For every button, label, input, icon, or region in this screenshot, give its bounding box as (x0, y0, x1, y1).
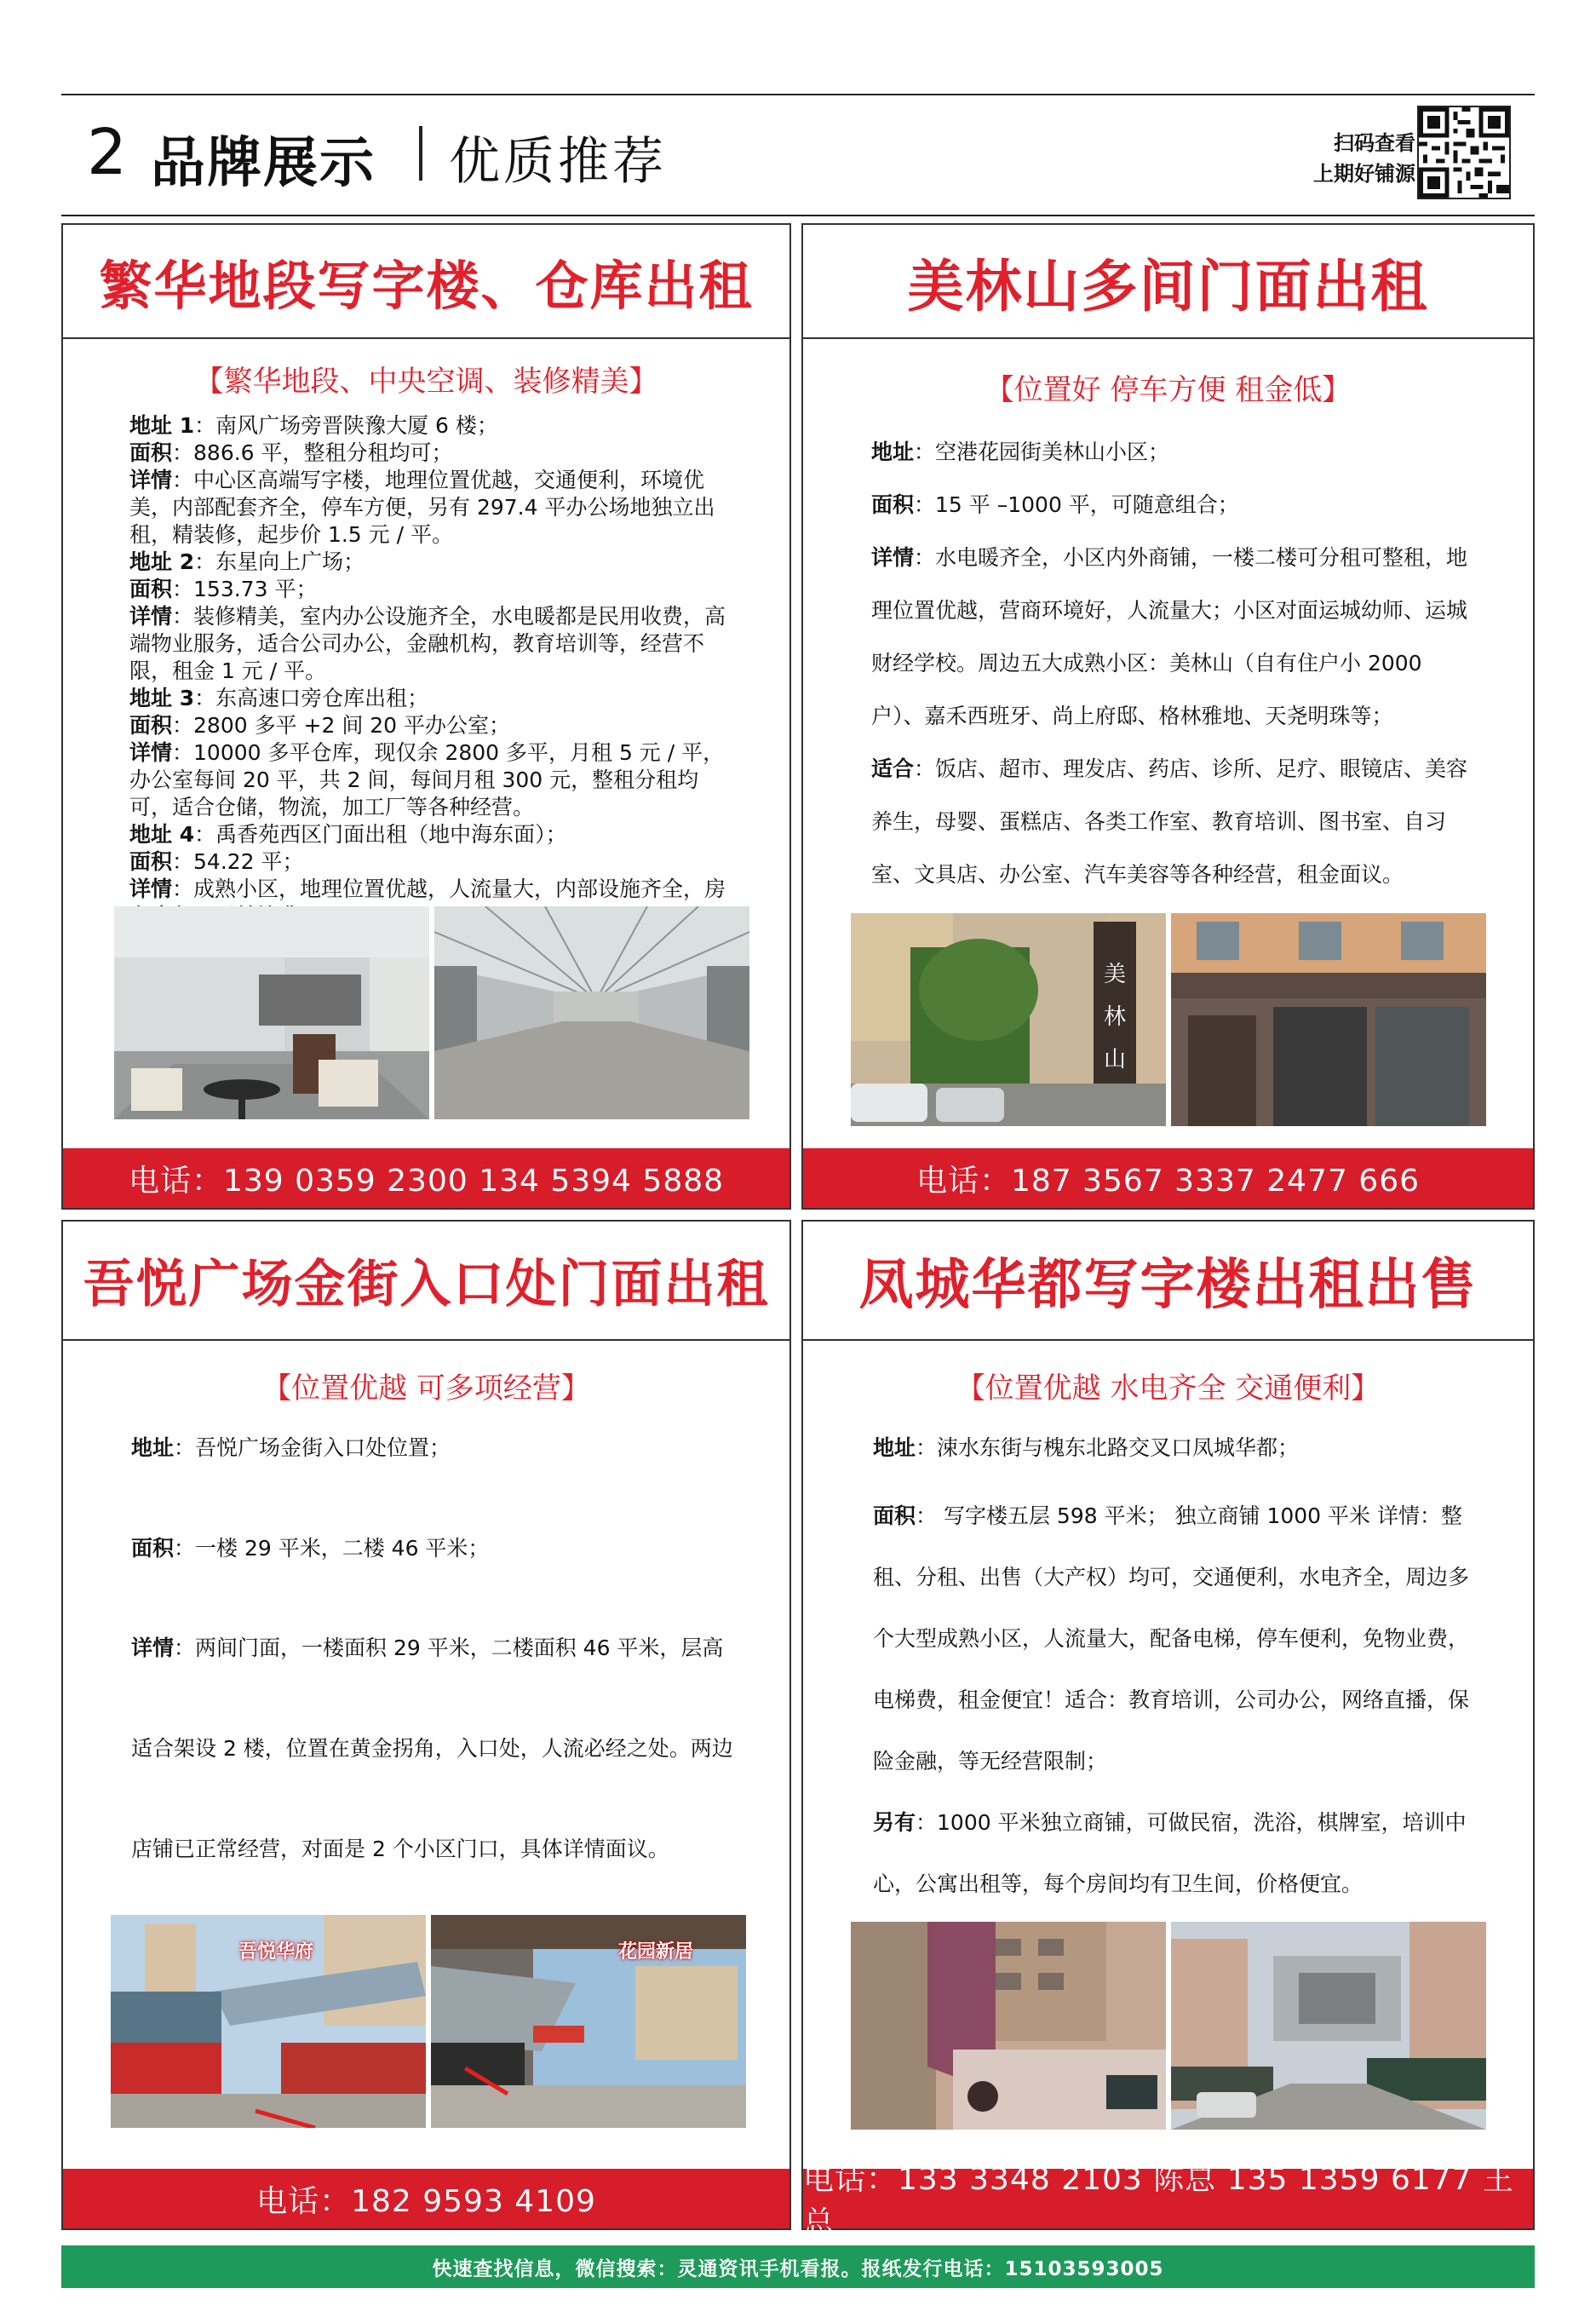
detail-text: ：东星向上广场； (194, 549, 365, 574)
photo-strip (111, 1915, 746, 2128)
meilinshan-gate-photo (851, 913, 1166, 1126)
detail-row (871, 743, 1482, 901)
panel-title-box (63, 1222, 789, 1341)
sign-char-3: 山 (1103, 1047, 1127, 1072)
detail-row (129, 603, 737, 685)
detail-text: ：南风广场旁晋陕豫大厦 6 楼； (194, 413, 498, 438)
detail-row (129, 549, 737, 576)
detail-label: 详情 (871, 545, 915, 570)
phone-bar[interactable]: 电话：133 3348 2103 陈总 135 1359 6177 王总 (803, 2169, 1533, 2228)
detail-text: ：禹香苑西区门面出租（地中海东面）； (194, 822, 567, 847)
detail-row (873, 1486, 1480, 1792)
detail-label: 地址 (131, 1435, 175, 1460)
detail-row (871, 426, 1482, 479)
detail-row (129, 821, 737, 848)
photo-label: 花园新居 (618, 1941, 694, 1963)
detail-label: 地址 1 (129, 413, 195, 438)
detail-row (129, 467, 737, 549)
panel-title-box (63, 225, 789, 339)
panel-details (873, 1431, 1480, 1915)
detail-row (871, 532, 1482, 743)
panel-details (131, 1431, 733, 1900)
office-building-photo (851, 1922, 1166, 2130)
panel-tagline: 【繁华地段、中央空调、装修精美】 (194, 365, 658, 399)
detail-label: 地址 3 (129, 686, 195, 710)
top-rule (61, 94, 1535, 95)
detail-text: ： 写字楼五层 598 平米； 独立商铺 1000 平米 详情：整租、分租、出售（大产权）均可，交通便利，水电齐全，周边多个大型成熟小区，人流量大，配备电梯，停车便利，免物业费，电梯费，租金便宜！适合：教育培训，公司办公，网络直播，保险金融，等无经营限制； (873, 1503, 1470, 1774)
detail-label: 地址 2 (129, 549, 195, 574)
detail-text: ：一楼 29 平米，二楼 46 平米； (174, 1536, 490, 1561)
detail-label: 详情 (129, 877, 173, 901)
warehouse-photo (434, 906, 749, 1119)
detail-label: 面积 (873, 1503, 916, 1528)
street-photo (1171, 1922, 1486, 2130)
detail-label: 面积 (871, 492, 915, 517)
detail-row (131, 1598, 733, 1900)
detail-text: ：涑水东街与槐东北路交叉口凤城华都； (916, 1435, 1300, 1460)
detail-label: 详情 (129, 468, 173, 492)
detail-label: 面积 (129, 849, 173, 874)
detail-text: ：成熟小区，地理位置优越，人流量大，内部设施齐全，房 (172, 877, 726, 901)
detail-label: 面积 (129, 577, 173, 601)
sign-char-1: 美 (1103, 962, 1127, 987)
panel-title: 美林山多间门面出租 (907, 253, 1429, 319)
panel-details (871, 426, 1482, 901)
detail-label: 详情 (129, 604, 173, 629)
section-subtitle: 优质推荐 (449, 132, 667, 192)
phone-bar[interactable]: 电话：139 0359 2300 134 5394 5888 (63, 1148, 789, 1208)
detail-text: ：886.6 平，整租分租均可； (172, 440, 453, 465)
detail-text: ：空港花园街美林山小区； (914, 440, 1170, 464)
sign-char-2: 林 (1103, 1004, 1127, 1030)
detail-text: ：15 平 –1000 平，可随意组合； (914, 492, 1239, 517)
panel-title: 吾悦广场金街入口处门面出租 (83, 1255, 770, 1314)
panel-title: 凤城华都写字楼出租出售 (858, 1254, 1478, 1317)
detail-row (131, 1431, 733, 1465)
detail-text: ：2800 多平 +2 间 20 平办公室； (172, 713, 511, 738)
detail-row (129, 739, 737, 821)
qr-caption (1313, 128, 1415, 189)
detail-row (129, 712, 737, 739)
panel-title: 繁华地段写字楼、仓库出租 (99, 254, 754, 317)
photo-strip (851, 1922, 1486, 2130)
phone-bar[interactable]: 电话：182 9593 4109 (63, 2169, 789, 2228)
detail-row (129, 685, 737, 712)
panel-tagline: 【位置优越 可多项经营】 (262, 1371, 590, 1406)
listing-panel-wuyue-plaza (61, 1220, 791, 2230)
detail-label: 面积 (131, 1536, 175, 1561)
storefront-photo (1171, 913, 1486, 1126)
detail-row (129, 440, 737, 467)
panel-title-box (803, 225, 1533, 339)
listing-panel-office-warehouse (61, 223, 791, 1210)
qr-caption-line-1: 扫码查看 (1334, 131, 1415, 155)
page-number: 2 (87, 116, 128, 189)
detail-row (873, 1792, 1480, 1915)
photo-strip (114, 906, 749, 1119)
header-rule (61, 215, 1535, 216)
wuyue-huafu-photo (111, 1915, 426, 2128)
detail-text: ：吾悦广场金街入口处位置； (174, 1435, 451, 1460)
detail-label: 面积 (129, 713, 173, 738)
detail-text: ：装修精美，室内办公设施齐全，水电暖都是民用收费，高端物业服务，适合公司办公，金融机构，教育培训等，经营不限，租金 1 元 / 平。 (129, 604, 726, 683)
office-interior-photo (114, 906, 429, 1119)
qr-code-icon[interactable] (1417, 106, 1511, 199)
detail-label: 详情 (131, 1636, 175, 1660)
detail-text: ：1000 平米独立商铺，可做民宿，洗浴，棋牌室，培训中心，公寓出租等，每个房间均有卫生间，价格便宜。 (873, 1810, 1467, 1896)
detail-text: ：中心区高端写字楼，地理位置优越，交通便利，环境优美，内部配套齐全，停车方便，另有 297.4 平办公场地独立出租，精装修，起步价 1.5 元 / 平。 (129, 468, 715, 547)
listing-panel-fengcheng-huadu (801, 1220, 1535, 2240)
detail-text: ：153.73 平； (172, 577, 318, 601)
detail-label: 地址 (871, 440, 915, 464)
detail-row (129, 576, 737, 603)
detail-text: ：10000 多平仓库，现仅余 2800 多平，月租 5 元 / 平，办公室每间 20 平，共 2 间，每间月租 300 元，整租分租均可，适合仓储，物流，加工厂等各种经营。 (129, 740, 725, 819)
detail-label: 另有 (873, 1810, 916, 1835)
detail-text: ：54.22 平； (172, 849, 304, 874)
detail-label: 适合 (871, 756, 915, 781)
panel-tagline: 【位置好 停车方便 租金低】 (985, 373, 1352, 407)
section-title: 品牌展示 (151, 132, 376, 195)
detail-text: ：饭店、超市、理发店、药店、诊所、足疗、眼镜店、美容养生，母婴、蛋糕店、各类工作室、教育培训、图书室、自习室、文具店、办公室、汽车美容等各种经营，租金面议。 (871, 756, 1468, 887)
detail-label: 地址 4 (129, 822, 195, 847)
detail-text: ：水电暖齐全，小区内外商铺，一楼二楼可分租可整租，地理位置优越，营商环境好，人流量大；小区对面运城幼师、运城财经学校。周边五大成熟小区：美林山（自有住户小 2000 户）、嘉禾西班牙、尚上府邸、格林雅地、天尧明珠等； (871, 545, 1468, 728)
detail-row (129, 848, 737, 876)
panel-tagline: 【位置优越 水电齐全 交通便利】 (956, 1371, 1381, 1406)
panel-details (129, 412, 737, 930)
detail-row (131, 1532, 733, 1566)
detail-text: ：两间门面，一楼面积 29 平米，二楼面积 46 平米，层高适合架设 2 楼，位置在黄金拐角，入口处，人流必经之处。两边店铺已正常经营，对面是 2 个小区门口，具体详情面议。 (131, 1636, 733, 1861)
detail-label: 地址 (873, 1435, 916, 1460)
panel-title-box (803, 1222, 1533, 1341)
qr-caption-line-2: 上期好铺源 (1313, 162, 1415, 186)
detail-row (873, 1431, 1480, 1465)
photo-strip (851, 913, 1486, 1126)
detail-label: 面积 (129, 440, 173, 465)
huayuan-xinju-photo (431, 1915, 746, 2128)
footer-bar: 快速查找信息，微信搜索：灵通资讯手机看报。报纸发行电话：15103593005 (61, 2245, 1535, 2288)
phone-bar[interactable]: 电话：187 3567 3337 2477 666 (803, 1148, 1533, 1208)
page-header (61, 101, 1535, 203)
detail-label: 详情 (129, 740, 173, 765)
detail-row (871, 479, 1482, 532)
section-divider (419, 126, 422, 181)
detail-text: ：东高速口旁仓库出租； (194, 686, 429, 710)
listing-panel-meilinshan (801, 223, 1535, 1210)
detail-row (129, 412, 737, 440)
photo-label: 吾悦华府 (238, 1941, 314, 1963)
